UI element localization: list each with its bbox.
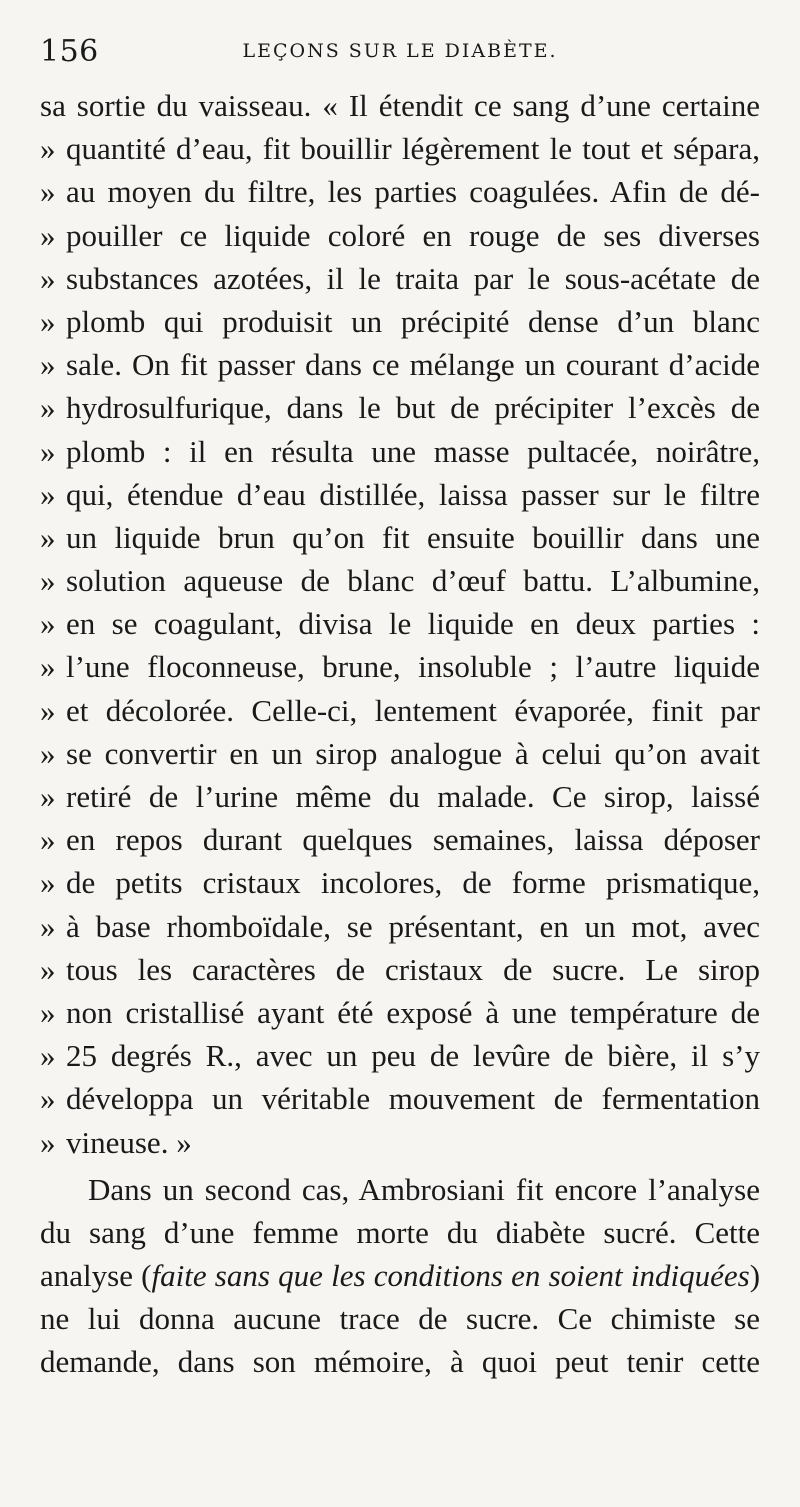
text-line: » en se coagulant, divisa le liquide en deux parties :: [40, 602, 760, 645]
italic-phrase: faite sans que les conditions en soient indiquées: [151, 1258, 750, 1294]
quote-mark: »: [40, 994, 56, 1030]
paragraph-2-line: analyse (faite sans que les conditions en soient indiquées): [40, 1258, 760, 1294]
text-line: » vineuse. »: [40, 1121, 760, 1164]
text-line: » qui, étendue d’eau distillée, laissa passer sur le filtre: [40, 473, 760, 516]
quote-mark: »: [40, 735, 56, 771]
quote-mark: »: [40, 822, 56, 858]
quote-mark: »: [40, 1124, 56, 1160]
quote-mark: »: [40, 908, 56, 944]
text-line: » hydrosulfurique, dans le but de précipiter l’excès de: [40, 386, 760, 429]
text-line: » de petits cristaux incolores, de forme prismatique,: [40, 861, 760, 904]
text-line: » plomb qui produisit un précipité dense d’un blanc: [40, 300, 760, 343]
text-line: » en repos durant quelques semaines, laissa déposer: [40, 818, 760, 861]
quote-mark: »: [40, 217, 56, 253]
quote-mark: »: [40, 692, 56, 728]
quote-mark: »: [40, 347, 56, 383]
quote-mark: »: [40, 303, 56, 339]
text-line: » et décolorée. Celle-ci, lentement évaporée, finit par: [40, 689, 760, 732]
text-line: » tous les caractères de cristaux de sucre. Le sirop: [40, 948, 760, 991]
quote-mark: »: [40, 131, 56, 167]
text-line: » quantité d’eau, fit bouillir légèrement le tout et sépara,: [40, 127, 760, 170]
text-line: » l’une floconneuse, brune, insoluble ; l’autre liquide: [40, 645, 760, 688]
quote-mark: »: [40, 260, 56, 296]
page-number: 156: [40, 34, 99, 69]
quote-mark: »: [40, 865, 56, 901]
text-line: » plomb : il en résulta une masse pultacée, noirâtre,: [40, 430, 760, 473]
quote-mark: »: [40, 519, 56, 555]
text-line: » un liquide brun qu’on fit ensuite bouillir dans une: [40, 516, 760, 559]
quote-mark: »: [40, 951, 56, 987]
quote-mark: »: [40, 1038, 56, 1074]
quote-mark: »: [40, 476, 56, 512]
quote-mark: »: [40, 779, 56, 814]
quote-mark: »: [40, 433, 56, 469]
text-line: » solution aqueuse de blanc d’œuf battu. L’albumine,: [40, 559, 760, 602]
quote-mark: »: [40, 390, 56, 426]
text-line: » non cristallisé ayant été exposé à une température de: [40, 991, 760, 1034]
paragraph-2-line: du sang d’une femme morte du diabète sucré. Cette: [40, 1214, 760, 1250]
text-line: » substances azotées, il le traita par le sous-acétate de: [40, 257, 760, 300]
quote-mark: »: [40, 1081, 56, 1117]
paragraph-2-line: Dans un second cas, Ambrosiani fit encore l’analyse: [88, 1171, 760, 1207]
quote-mark: »: [40, 174, 56, 210]
text-line: » à base rhomboïdale, se présentant, en un mot, avec: [40, 905, 760, 948]
quote-mark: »: [40, 649, 56, 685]
running-head: [40, 30, 760, 74]
quote-mark: »: [40, 563, 56, 599]
text-line: » sale. On fit passer dans ce mélange un courant d’acide: [40, 343, 760, 386]
text-line: » pouiller ce liquide coloré en rouge de ses diverses: [40, 214, 760, 257]
paragraph-2-line: demande, dans son mémoire, à quoi peut tenir cette: [40, 1344, 760, 1380]
text-line: sa sortie du vaisseau. « Il étendit ce sang d’une certaine: [40, 88, 760, 123]
text-line: » retiré de l’urine même du malade. Ce sirop, laissé: [40, 775, 760, 818]
text-line: » développa un véritable mouvement de fermentation: [40, 1077, 760, 1120]
quote-mark: »: [40, 606, 56, 642]
text-line: » au moyen du filtre, les parties coagulées. Afin de dé-: [40, 170, 760, 213]
running-title: LEÇONS SUR LE DIABÈTE.: [242, 40, 558, 62]
paragraph-2-line: ne lui donna aucune trace de sucre. Ce chimiste se: [40, 1301, 760, 1337]
text-line: » se convertir en un sirop analogue à celui qu’on avait: [40, 732, 760, 775]
text-line: » 25 degrés R., avec un peu de levûre de bière, il s’y: [40, 1034, 760, 1077]
body-text: [40, 84, 760, 1384]
